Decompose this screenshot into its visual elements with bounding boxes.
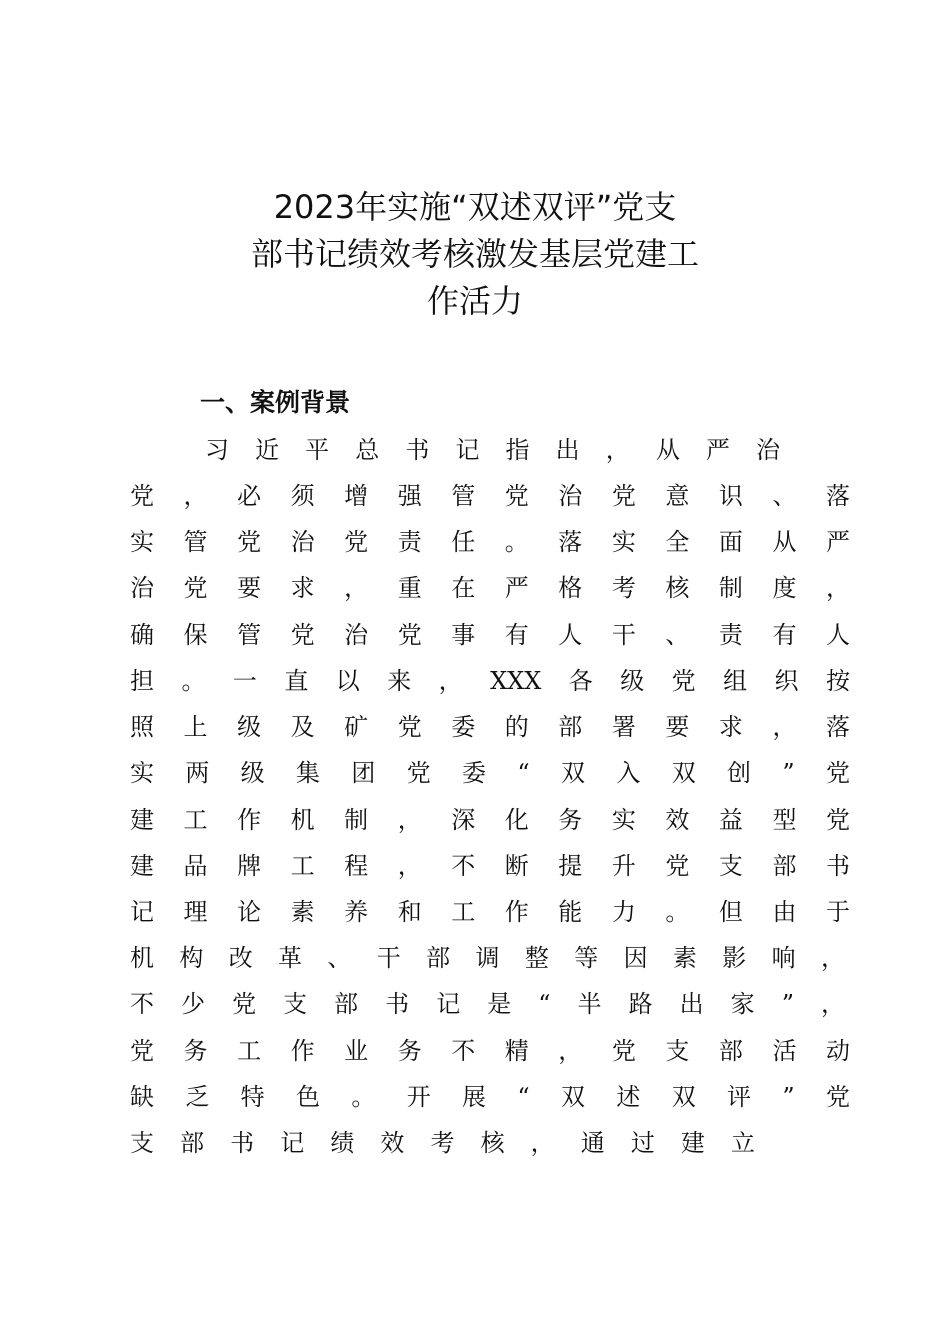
body-line-8: 实两级集团党委“双入双创”党 (130, 759, 850, 787)
document-title-line-3: 作活力 (426, 282, 523, 320)
body-line-16: 支部书记绩效考核，通过建立 (130, 1129, 755, 1157)
document-title-line-2: 部书记绩效考核激发基层党建工 (250, 235, 699, 273)
body-line-10: 建品牌工程，不断提升党支部书 (130, 852, 850, 880)
body-line-11: 记理论素养和工作能力。但由于 (130, 898, 850, 926)
body-line-6: 担。一直以来，XXX各级党组织按 (130, 667, 850, 695)
body-line-9: 建工作机制，深化务实效益型党 (130, 806, 850, 834)
body-line-4: 治党要求，重在严格考核制度， (130, 574, 850, 602)
body-line-3: 实管党治党责任。落实全面从严 (130, 528, 850, 556)
section-heading: 一、案例背景 (200, 388, 351, 417)
document-title-line-1: 2023年实施“双述双评”党支 (273, 188, 677, 226)
body-line-1: 习近平总书记指出，从严治 (205, 436, 780, 464)
body-line-5: 确保管党治党事有人干、责有人 (130, 621, 850, 649)
body-line-2: 党，必须增强管党治党意识、落 (130, 482, 850, 510)
body-line-7: 照上级及矿党委的部署要求，落 (130, 713, 850, 741)
body-line-12: 机构改革、干部调整等因素影响， (130, 944, 845, 972)
body-line-14: 党务工作业务不精，党支部活动 (130, 1037, 850, 1065)
body-line-13: 不少党支部书记是“半路出家”， (130, 990, 845, 1018)
body-line-15: 缺乏特色。开展“双述双评”党 (130, 1083, 850, 1111)
